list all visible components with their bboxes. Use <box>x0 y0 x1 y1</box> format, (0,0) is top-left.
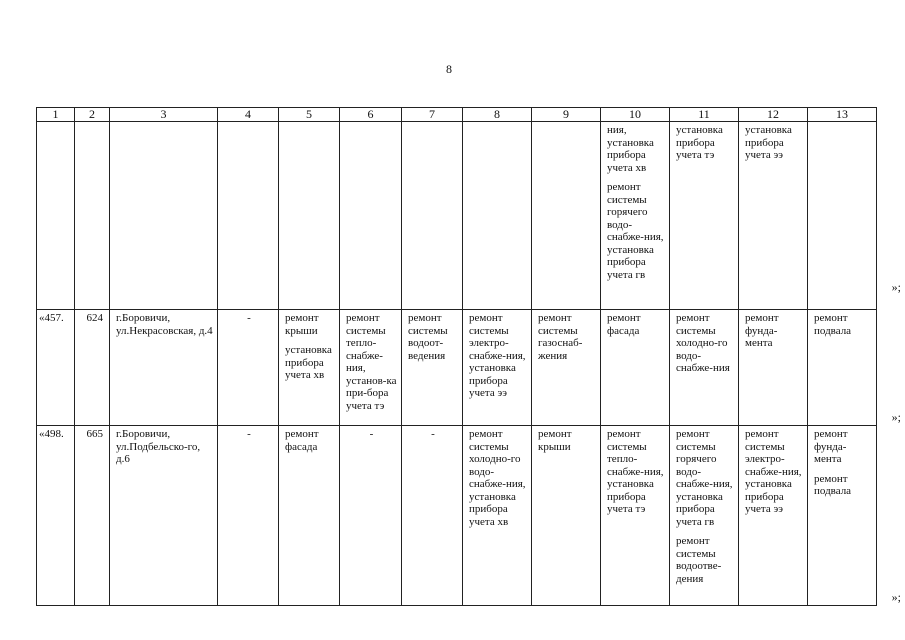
col-header-5: 5 <box>279 108 340 122</box>
table-row-457 <box>37 310 877 426</box>
col-header-13: 13 <box>808 108 877 122</box>
cell-text: ремонт системы газоснаб-жения <box>538 312 583 362</box>
cell-text: ремонт подвала <box>814 312 852 337</box>
address-cell <box>110 310 218 426</box>
table-cell <box>808 122 877 310</box>
table-cell <box>463 310 532 426</box>
repair-schedule-table <box>36 107 877 606</box>
col-header-11: 11 <box>670 108 739 122</box>
page-number: 8 <box>446 62 452 76</box>
table-cell <box>808 310 877 426</box>
cell-text: ремонт системы холодно-го водо-снабже-ния, установка прибора учета хв <box>469 428 526 528</box>
dash-text: - <box>247 312 251 324</box>
cell-text: установка прибора учета хв <box>285 344 332 381</box>
table-cell <box>532 426 601 606</box>
table-cell <box>601 122 670 310</box>
row-number-text: «457. <box>39 312 64 324</box>
table-cell <box>739 426 808 606</box>
table-cell <box>739 310 808 426</box>
table-cell <box>532 310 601 426</box>
row-code-text: 665 <box>86 428 103 440</box>
cell-text: установка прибора учета ээ <box>745 124 792 161</box>
header-row <box>37 108 877 122</box>
cell-text: ремонт фасада <box>607 312 641 337</box>
table-cell <box>739 122 808 310</box>
row-end-mark: »; <box>891 590 901 604</box>
cell-text: ремонт фунда-мента <box>745 312 779 349</box>
table-cell <box>601 310 670 426</box>
col-header-3: 3 <box>110 108 218 122</box>
cell-text: ремонт системы холодно-го водо-снабже-ния <box>676 312 730 374</box>
col-header-7: 7 <box>402 108 463 122</box>
table-row-498 <box>37 426 877 606</box>
table-cell <box>340 426 402 606</box>
dash-text: - <box>247 428 251 440</box>
cell-text: ремонт системы электро-снабже-ния, установка прибора учета ээ <box>469 312 526 399</box>
table-cell <box>670 426 739 606</box>
dash-text: - <box>431 428 435 440</box>
address-text: г.Боровичи, ул.Подбельско-го, д.6 <box>116 428 201 465</box>
cell-text: ремонт системы электро-снабже-ния, установка прибора учета ээ <box>745 428 802 515</box>
row-end-mark: »; <box>891 280 901 294</box>
table-cell <box>532 122 601 310</box>
table-cell <box>218 310 279 426</box>
cell-text: ния, установка прибора учета хв <box>607 124 654 174</box>
col-header-12: 12 <box>739 108 808 122</box>
table-cell <box>601 426 670 606</box>
cell-text: ремонт системы горячего водо-снабже-ния, установка прибора учета гв <box>676 428 733 528</box>
dash-text: - <box>369 428 374 440</box>
row-number <box>37 426 75 606</box>
cell-text: ремонт подвала <box>814 472 852 497</box>
cell-text: установка прибора учета тэ <box>676 124 723 161</box>
col-header-6: 6 <box>340 108 402 122</box>
row-code <box>75 310 110 426</box>
row-code-text: 624 <box>86 312 103 324</box>
col-header-9: 9 <box>532 108 601 122</box>
table-cell <box>218 122 279 310</box>
table-cell <box>279 310 340 426</box>
table-cell <box>670 122 739 310</box>
table-cell <box>402 426 463 606</box>
row-code <box>75 426 110 606</box>
table-cell <box>340 310 402 426</box>
col-header-10: 10 <box>601 108 670 122</box>
table-cell <box>110 122 218 310</box>
address-text: г.Боровичи, ул.Некрасовская, д.4 <box>116 312 213 337</box>
table-cell <box>402 122 463 310</box>
cell-text: ремонт системы тепло-снабже-ния, установ-ка при-бора учета тэ <box>346 312 397 412</box>
cell-text: ремонт фасада <box>285 428 319 453</box>
table-cell <box>463 122 532 310</box>
row-number <box>37 310 75 426</box>
cell-text: ремонт системы тепло-снабже-ния, установка прибора учета тэ <box>607 428 664 515</box>
row-end-mark: »; <box>891 410 901 424</box>
table-cell <box>463 426 532 606</box>
cell-text: ремонт крыши <box>538 428 572 453</box>
table-cell <box>808 426 877 606</box>
col-header-1: 1 <box>37 108 75 122</box>
col-header-4: 4 <box>218 108 279 122</box>
table-cell <box>37 122 75 310</box>
col-header-8: 8 <box>463 108 532 122</box>
cell-text: ремонт системы водоотве-дения <box>676 535 722 585</box>
table-cell <box>340 122 402 310</box>
table-cell <box>279 122 340 310</box>
table-cell <box>218 426 279 606</box>
table-cell <box>279 426 340 606</box>
cell-text: ремонт системы горячего водо-снабже-ния, установка прибора учета гв <box>607 181 664 281</box>
table-cell <box>402 310 463 426</box>
table-cell <box>670 310 739 426</box>
col-header-2: 2 <box>75 108 110 122</box>
table-row-continuation <box>37 122 877 310</box>
table-cell <box>75 122 110 310</box>
address-cell <box>110 426 218 606</box>
cell-text: ремонт крыши <box>285 312 319 337</box>
row-number-text: «498. <box>39 428 64 440</box>
cell-text: ремонт фунда-мента <box>814 428 848 465</box>
cell-text: ремонт системы водоот-ведения <box>408 312 448 362</box>
